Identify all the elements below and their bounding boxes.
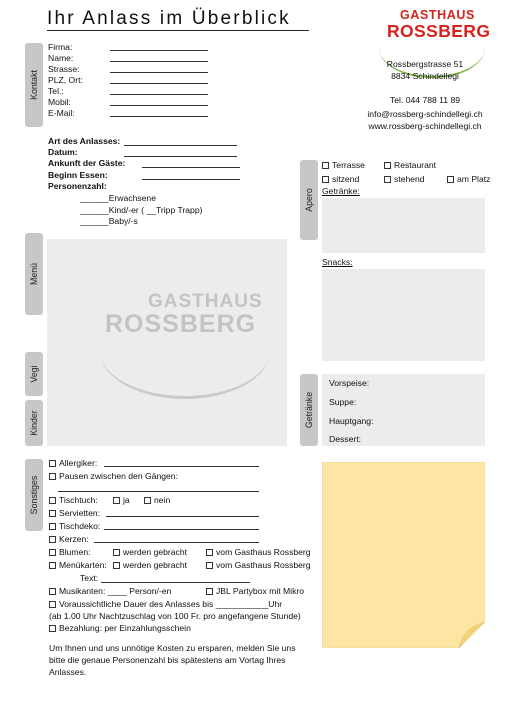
checkbox[interactable] <box>144 497 151 504</box>
plz-line[interactable] <box>110 83 208 84</box>
tischdeko-row[interactable]: Tischdeko: <box>49 521 100 532</box>
contact-city: 8834 Schindellegi <box>391 71 459 81</box>
beginn-label: Beginn Essen: <box>48 170 108 180</box>
watermark-logo <box>100 283 270 393</box>
servietten-line[interactable] <box>106 516 259 517</box>
apero-restaurant[interactable]: Restaurant <box>384 160 436 171</box>
contact-web: www.rossberg-schindellegi.ch <box>368 121 482 131</box>
checkbox[interactable] <box>49 625 56 632</box>
kerzen-line[interactable] <box>94 542 259 543</box>
gasthaus-logo <box>373 4 491 64</box>
apero-snacks-label: Snacks: <box>322 257 353 267</box>
pausen-row[interactable]: Pausen zwischen den Gängen: <box>49 471 178 482</box>
apero-stehend[interactable]: stehend <box>384 174 425 185</box>
mobil-line[interactable] <box>110 105 208 106</box>
logo-line1: GASTHAUS <box>400 8 475 22</box>
firma-line[interactable] <box>110 50 208 51</box>
getraenke-suppe: Suppe: <box>329 397 357 407</box>
blumen-row[interactable]: Blumen: <box>49 547 91 558</box>
tel-line[interactable] <box>110 94 208 95</box>
checkbox[interactable] <box>113 562 120 569</box>
text-line[interactable] <box>101 582 250 583</box>
checkbox[interactable] <box>49 601 56 608</box>
checkbox[interactable] <box>384 176 391 183</box>
tab-kinder <box>25 400 43 446</box>
logo-line2: ROSSBERG <box>387 21 491 41</box>
field-firma-label: Firma: <box>48 42 73 52</box>
checkbox[interactable] <box>322 176 329 183</box>
contact-phone: Tel. 044 788 11 89 <box>389 95 461 105</box>
tischtuch-ja[interactable]: ja <box>113 495 130 506</box>
getraenke-vorspeise: Vorspeise: <box>329 378 370 388</box>
watermark-line2: ROSSBERG <box>105 310 257 338</box>
checkbox[interactable] <box>49 523 56 530</box>
field-email-label: E-Mail: <box>48 108 75 118</box>
menuekarten-gebracht[interactable]: werden gebracht <box>113 560 187 571</box>
watermark-line1: GASTHAUS <box>148 291 263 312</box>
personen-label: Personenzahl: <box>48 181 107 191</box>
art-line[interactable] <box>124 145 237 146</box>
dauer-blank[interactable]: ___________ <box>215 599 269 609</box>
tab-getraenke <box>300 374 318 446</box>
baby-blank[interactable]: ______ <box>80 216 109 226</box>
tab-menu-label: Menü <box>29 262 39 286</box>
sticky-note-shape <box>322 462 485 648</box>
field-name-label: Name: <box>48 53 74 63</box>
getraenke-hauptgang: Hauptgang: <box>329 416 374 426</box>
kind-blank[interactable]: ______ <box>80 205 109 215</box>
tab-menu <box>25 233 43 315</box>
beginn-line[interactable] <box>142 179 240 180</box>
checkbox[interactable] <box>447 176 454 183</box>
musikanten-row[interactable]: Musikanten: ____ Person/-en <box>49 586 171 597</box>
tab-kinder-label: Kinder <box>29 410 39 436</box>
checkbox[interactable] <box>49 588 56 595</box>
tab-kontakt-label: Kontakt <box>29 70 39 100</box>
text-label: Text: <box>80 573 99 583</box>
checkbox[interactable] <box>49 536 56 543</box>
blumen-gebracht[interactable]: werden gebracht <box>113 547 187 558</box>
kind-label: Kind/-er ( __Tripp Trapp) <box>108 205 203 215</box>
watermark-arc <box>100 303 270 399</box>
erwachsene-row <box>80 193 156 204</box>
getraenke-dessert: Dessert: <box>329 434 361 444</box>
tab-sonstiges <box>25 459 43 531</box>
strasse-line[interactable] <box>110 72 208 73</box>
tab-sonstiges-label: Sonstiges <box>29 475 39 515</box>
kontakt-fields <box>48 42 83 119</box>
field-strasse-label: Strasse: <box>48 64 80 74</box>
tab-apero <box>300 160 318 240</box>
erwachsene-label: Erwachsene <box>108 193 156 203</box>
menuekarten-row[interactable]: Menükarten: <box>49 560 107 571</box>
erwachsene-blank[interactable]: ______ <box>80 193 109 203</box>
checkbox[interactable] <box>384 162 391 169</box>
servietten-row[interactable]: Servietten: <box>49 508 100 519</box>
tab-kontakt <box>25 43 43 127</box>
field-tel-label: Tel.: <box>48 86 64 96</box>
tab-vegi <box>25 352 43 396</box>
field-mobil-label: Mobil: <box>48 97 71 107</box>
tab-vegi-label: Vegi <box>29 365 39 383</box>
tischtuch-nein[interactable]: nein <box>144 495 170 506</box>
apero-sitzend[interactable]: sitzend <box>322 174 359 185</box>
dauer-row[interactable]: Voraussichtliche Dauer des Anlasses bis ___________Uhr <box>49 599 282 610</box>
datum-line[interactable] <box>124 156 237 157</box>
allergiker-line[interactable] <box>104 466 259 467</box>
tab-apero-label: Apero <box>304 188 314 212</box>
baby-row <box>80 216 138 227</box>
checkbox[interactable] <box>49 549 56 556</box>
art-label: Art des Anlasses: <box>48 136 121 146</box>
name-line[interactable] <box>110 61 208 62</box>
contact-street: Rossbergstrasse 51 <box>386 59 464 69</box>
kerzen-row[interactable]: Kerzen: <box>49 534 89 545</box>
ankunft-label: Ankunft der Gäste: <box>48 158 126 168</box>
jbl-row[interactable]: JBL Partybox mit Mikro <box>206 586 304 597</box>
checkbox[interactable] <box>49 562 56 569</box>
allergiker-row[interactable]: Allergiker: <box>49 458 97 469</box>
nachtzuschlag-note: (ab 1.00 Uhr Nachtzuschlag von 100 Fr. pro angefangene Stunde) <box>49 611 301 621</box>
apero-terrasse[interactable]: Terrasse <box>322 160 365 171</box>
kind-row <box>80 205 202 216</box>
field-plz-label: PLZ, Ort: <box>48 75 83 85</box>
checkbox[interactable] <box>113 497 120 504</box>
apero-am-platz[interactable]: am Platz <box>447 174 490 185</box>
bezahlung-row[interactable]: Bezahlung: per Einzahlungsschein <box>49 623 191 634</box>
musikanten-blank[interactable]: ____ <box>107 586 127 596</box>
checkbox[interactable] <box>113 549 120 556</box>
tischdeko-line[interactable] <box>104 529 259 530</box>
tab-getraenke-label: Getränke <box>304 391 314 429</box>
tischtuch-row[interactable]: Tischtuch: <box>49 495 98 506</box>
pausen-line[interactable] <box>58 491 259 492</box>
footer-note: Um Ihnen und uns unnötige Kosten zu ersparen, melden Sie uns bitte die genaue Personenzahl bis spätestens am Vortag Ihres Anlasses. <box>49 643 296 677</box>
checkbox[interactable] <box>49 473 56 480</box>
checkbox[interactable] <box>49 460 56 467</box>
ankunft-line[interactable] <box>142 167 240 168</box>
checkbox[interactable] <box>206 562 213 569</box>
apero-snacks-area[interactable] <box>322 269 485 361</box>
checkbox[interactable] <box>206 588 213 595</box>
checkbox[interactable] <box>49 497 56 504</box>
apero-getraenke-area[interactable] <box>322 198 485 253</box>
page-title: Ihr Anlass im Überblick <box>47 8 309 31</box>
blumen-gasthaus[interactable]: vom Gasthaus Rossberg <box>206 547 311 558</box>
apero-getraenke-label: Getränke: <box>322 186 360 196</box>
checkbox[interactable] <box>322 162 329 169</box>
email-line[interactable] <box>110 116 208 117</box>
sticky-note[interactable] <box>322 462 485 648</box>
checkbox[interactable] <box>206 549 213 556</box>
checkbox[interactable] <box>49 510 56 517</box>
contact-email: info@rossberg-schindellegi.ch <box>367 109 483 119</box>
datum-label: Datum: <box>48 147 78 157</box>
menuekarten-gasthaus[interactable]: vom Gasthaus Rossberg <box>206 560 311 571</box>
baby-label: Baby/-s <box>108 216 138 226</box>
